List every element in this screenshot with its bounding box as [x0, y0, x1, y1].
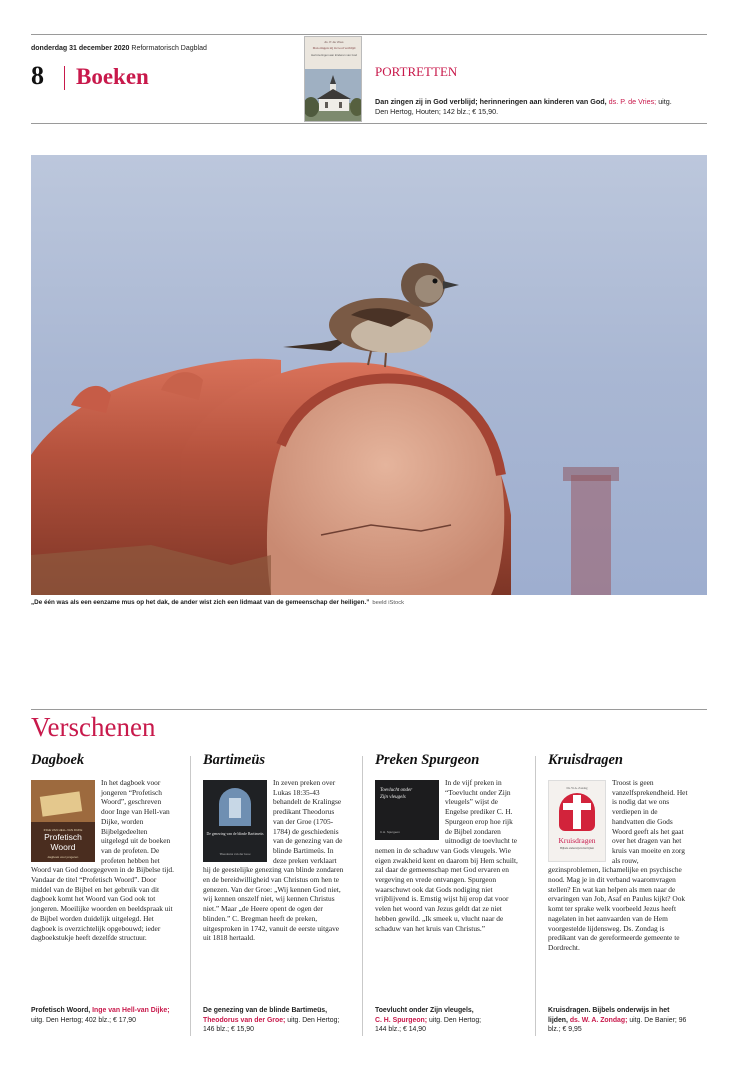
portretten-publisher-1: uitg.	[658, 97, 672, 106]
foot-title: De genezing van de blinde Bartimeüs,	[203, 1007, 328, 1014]
book-cover	[375, 780, 439, 840]
foot-title: Kruisdragen. Bijbels onderwijs in het lijden,	[548, 1007, 670, 1024]
column-heading: Kruisdragen	[548, 752, 623, 768]
column-dagboek	[31, 750, 174, 1024]
cover-title: Dan zingen zij in God verblijd	[312, 46, 356, 50]
photo-caption	[31, 599, 404, 606]
cover-author: ds. P. de Vries	[324, 40, 344, 44]
foot-title: Profetisch Woord,	[31, 1007, 91, 1014]
cover-subtitle: Herinneringen aan kinderen van God	[311, 53, 357, 57]
column-bartimeus	[203, 750, 346, 1033]
column-body: In de vijf preken in “Toevlucht onder Zijn vleugels” wijst de Engelse prediker C. H. Spurgeon erop hoe rijk de Bijbel zondaren uitnodigt de toevlucht te nemen in de schaduw van Gods vleugels. Wie eigen zwakheid kent en daarom bij Hem schuilt, zal daar de gemeenschap met God ervaren en vergeving en vrede ontvangen. Spurgeon waarschuwt ook dat Gods nodiging niet vrijblijvend is. Ernstig wijst hij erop dat voor velen het woord van Jezus geldt dat ze niet hebben gewild. „Ik smeek u, vlucht naar de schaduw van het kruis van Christus.”	[375, 778, 518, 933]
section-divider	[64, 66, 65, 90]
foot-author: Theodorus van der Groe;	[203, 1016, 286, 1024]
column-kruisdragen	[548, 750, 691, 1033]
column-body: Troost is geen vanzelfsprekendheid. Het is nodig dat we ons verdiepen in de handvatten die Gods Woord geeft als het gaat over het dragen van het kruis van moeite en zorg als rouw, gezinsproblemen, lichamelijke en psychische nood. Mag je in dit verband waaromvragen stellen? En wat kan helpen als men naar de ervaringen van Job, Asaf en Paulus kijkt? Ook komt ter sprake welk voorbeeld Jezus heeft nagelaten in het aanvaarden van de Hem voorgestelde lijdensweg. Ds. Zondag is predikant van de gereformeerde gemeente te Dordrecht.	[548, 778, 688, 952]
foot-author: ds. W. A. Zondag;	[569, 1016, 628, 1024]
dateline-paper: Reformatorisch Dagblad	[131, 45, 207, 52]
cover-title: De genezing van de blinde Bartimeüs	[206, 832, 264, 836]
cover-title: Profetisch Woord	[44, 832, 82, 852]
column-body: In het dagboek voor jongeren “Profetisch Woord”, geschreven door Inge van Hell-van Dijke, worden Bijbelgedeelten uitgelegd uit de boeken van de profeten. De profeten hebben het Woord van God doorgegeven in de Bijbelse tijd. Vandaar de titel “Profetisch Woord”. Door middel van de Bijbel en het gebruik van dit dagboek komt het Woord van God ook tot jongeren. Moeilijke woorden en beeldspraak uit de Bijbel worden duidelijk uitgelegd. Het dagboek is overzichtelijk opgebouwd; ieder dagboekstukje heeft dezelfde structuur.	[31, 778, 174, 943]
cover-author: C.H. Spurgeon	[380, 830, 400, 834]
book-cover	[31, 780, 95, 862]
foot-publisher-1: uitg. Den Hertog;	[428, 1016, 482, 1024]
column-separator	[535, 756, 536, 1036]
column-footer	[375, 1006, 518, 1035]
book-cover	[203, 780, 267, 862]
cover-subtitle: dagboek voor jongeren	[47, 855, 79, 859]
cover-title: Toevlucht onder Zijn vleugels	[380, 788, 413, 800]
dateline	[31, 45, 207, 52]
column-footer	[31, 1006, 174, 1025]
header-rule	[31, 123, 707, 124]
cover-author: Theodorus van der Groe	[219, 852, 251, 856]
column-spurgeon	[375, 750, 518, 1033]
column-footer	[548, 1006, 691, 1035]
foot-title: Toevlucht onder Zijn vleugels,	[375, 1007, 474, 1014]
column-heading: Preken Spurgeon	[375, 752, 480, 768]
dateline-date: donderdag 31 december 2020	[31, 45, 130, 52]
column-body: In zeven preken over Lukas 18:35-43 behandelt de Kralingse predikant Theodorus van der Groe (1705-1784) de geschiedenis van de genezing van de blinde Bartimeüs. In deze preken verklaart hij de geestelijke genezing van blinde zondaren en de bereidwilligheid van Christus om hen te genezen. Van der Groe: „Wij kennen God niet, wij kennen onszelf niet, wij kennen Christus niet.” Maar „de Heere opent de ogen der blinden.” C. Bregman heeft de preken, uitgesproken in 1742, vanuit de eerste uitgave uit 1818 hertaald.	[203, 778, 344, 943]
foot-publisher: uitg. Den Hertog; 146 blz.; € 15,90	[203, 1016, 340, 1033]
foot-publisher: uitg. Den Hertog; 402 blz.; € 17,90	[31, 1016, 136, 1024]
section-title: Boeken	[76, 64, 149, 89]
book-cover	[548, 780, 606, 862]
column-separator	[190, 756, 191, 1036]
portretten-label: PORTRETTEN	[375, 64, 458, 79]
verschenen-title: Verschenen	[31, 712, 156, 742]
column-separator	[362, 756, 363, 1036]
column-heading: Bartimeüs	[203, 752, 266, 768]
top-rule	[31, 34, 707, 35]
verschenen-rule	[31, 709, 707, 710]
caption-text: „De één was als een eenzame mus op het dak, de ander wist zich een lidmaat van de gemeenschap der heiligen.”	[31, 599, 370, 606]
page-number: 8	[31, 61, 44, 90]
cover-author: INGE VAN HELL-VAN DIJKE	[43, 828, 83, 832]
column-heading: Dagboek	[31, 752, 85, 768]
church-illustration	[305, 69, 362, 122]
column-footer	[203, 1006, 346, 1035]
portretten-book-cover	[304, 36, 362, 122]
portretten-title: Dan zingen zij in God verblijd; herinneringen aan kinderen van God,	[375, 97, 607, 106]
sparrow-photo	[31, 155, 707, 595]
foot-author: Inge van Hell-van Dijke;	[92, 1007, 170, 1014]
cover-author: Ds. W.A. Zondag	[566, 786, 588, 790]
foot-author: C. H. Spurgeon;	[375, 1016, 428, 1024]
portretten-author: ds. P. de Vries;	[608, 97, 657, 106]
cover-subtitle: Bijbels onderwijs in het lijden	[560, 847, 594, 850]
cover-title: Kruisdragen	[558, 836, 596, 845]
portretten-description	[375, 97, 705, 117]
portretten-publisher-2: Den Hertog, Houten; 142 blz.; € 15,90.	[375, 107, 499, 116]
foot-publisher: uitg. De Banier; 96 blz.; € 9,95	[548, 1016, 687, 1033]
foot-publisher-2: 144 blz.; € 14,90	[375, 1026, 426, 1033]
photo-credit: beeld iStock	[372, 600, 404, 606]
